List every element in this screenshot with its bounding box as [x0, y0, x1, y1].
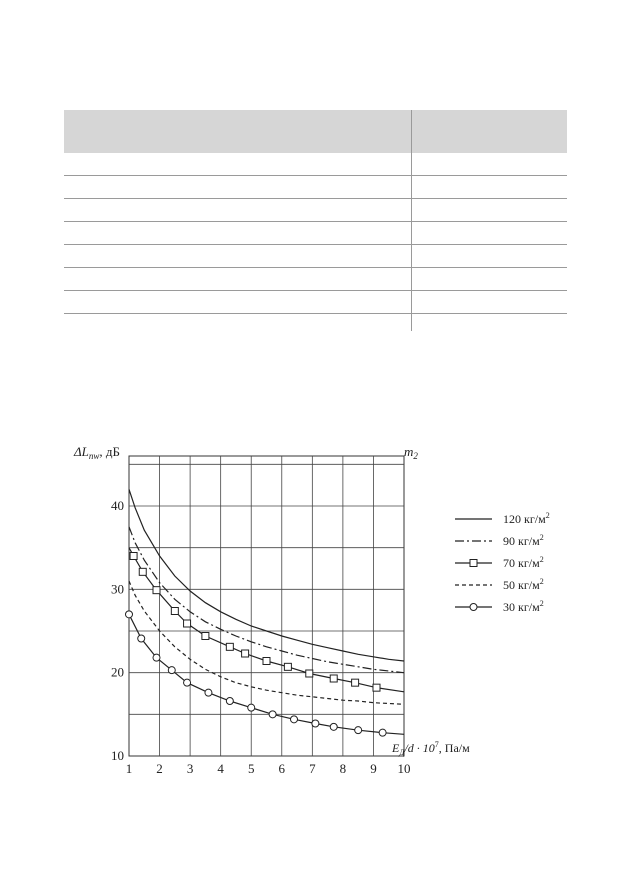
legend-label: 30 $кг/м^2$	[503, 599, 544, 614]
data-point-square	[139, 568, 146, 575]
x-tick-label: 7	[309, 761, 316, 776]
data-point-circle	[379, 729, 386, 736]
data-point-square	[226, 643, 233, 650]
x-tick-label: 10	[397, 761, 411, 776]
legend-label: 120 $кг/м^2$	[503, 511, 550, 526]
legend-label: 90 $кг/м^2$	[503, 533, 544, 548]
data-point-circle	[226, 698, 233, 705]
y-axis-label: $\Delta L_{пw}$, дБ	[74, 444, 120, 461]
chart	[0, 430, 630, 810]
legend-label: 70 $кг/м^2$	[503, 555, 544, 570]
data-point-circle	[184, 679, 191, 686]
x-axis-label: $E_Д/d \cdot 10^7$, Па/м	[392, 740, 470, 757]
table-row	[64, 176, 567, 199]
x-tick-label: 4	[217, 761, 224, 776]
series-line	[129, 489, 404, 661]
x-tick-label: 8	[339, 761, 347, 776]
data-point-circle	[138, 635, 145, 642]
data-point-square	[330, 675, 337, 682]
y-tick-label: 30	[111, 581, 124, 597]
data-point-square	[263, 658, 270, 665]
y-tick-label: 20	[111, 664, 124, 680]
table-row	[64, 268, 567, 291]
x-tick-label: 5	[247, 761, 255, 776]
data-point-circle	[153, 654, 160, 661]
table-header	[64, 110, 567, 153]
chart-ticks	[111, 498, 411, 776]
data-point-square	[352, 679, 359, 686]
legend-marker-square	[470, 560, 477, 567]
y-tick-label: 40	[111, 498, 124, 513]
data-point-circle	[126, 611, 133, 618]
x-tick-label: 6	[278, 761, 286, 776]
table-row	[64, 153, 567, 176]
data-point-square	[184, 620, 191, 627]
right-axis-label: $m_2$	[404, 444, 418, 461]
data-point-circle	[355, 727, 362, 734]
series-line	[129, 581, 404, 704]
data-point-circle	[312, 720, 319, 727]
x-tick-label: 1	[125, 761, 133, 776]
table-row	[64, 291, 567, 314]
data-point-square	[242, 650, 249, 657]
legend-label: 50 $кг/м^2$	[503, 577, 544, 592]
data-point-circle	[269, 711, 276, 718]
data-point-circle	[291, 716, 298, 723]
data-point-square	[202, 633, 209, 640]
y-tick-label: 10	[111, 748, 124, 763]
data-point-square	[373, 684, 380, 691]
chart-legend	[455, 511, 550, 614]
series-line	[129, 527, 404, 673]
x-tick-label: 2	[156, 761, 163, 776]
data-point-square	[171, 608, 178, 615]
data-point-circle	[330, 723, 337, 730]
table-row	[64, 199, 567, 222]
data-point-circle	[205, 689, 212, 696]
table-row	[64, 222, 567, 245]
table-column-divider	[411, 110, 412, 331]
data-point-square	[284, 663, 291, 670]
data-point-circle	[168, 667, 175, 674]
chart-series	[126, 489, 405, 736]
x-tick-label: 9	[370, 761, 377, 776]
legend-marker-circle	[470, 604, 477, 611]
table-row	[64, 245, 567, 268]
data-point-square	[153, 587, 160, 594]
data-point-square	[306, 670, 313, 677]
data-table	[64, 110, 567, 314]
data-point-square	[130, 553, 137, 560]
data-point-circle	[248, 704, 255, 711]
series-line	[129, 614, 404, 734]
x-tick-label: 3	[186, 761, 194, 776]
